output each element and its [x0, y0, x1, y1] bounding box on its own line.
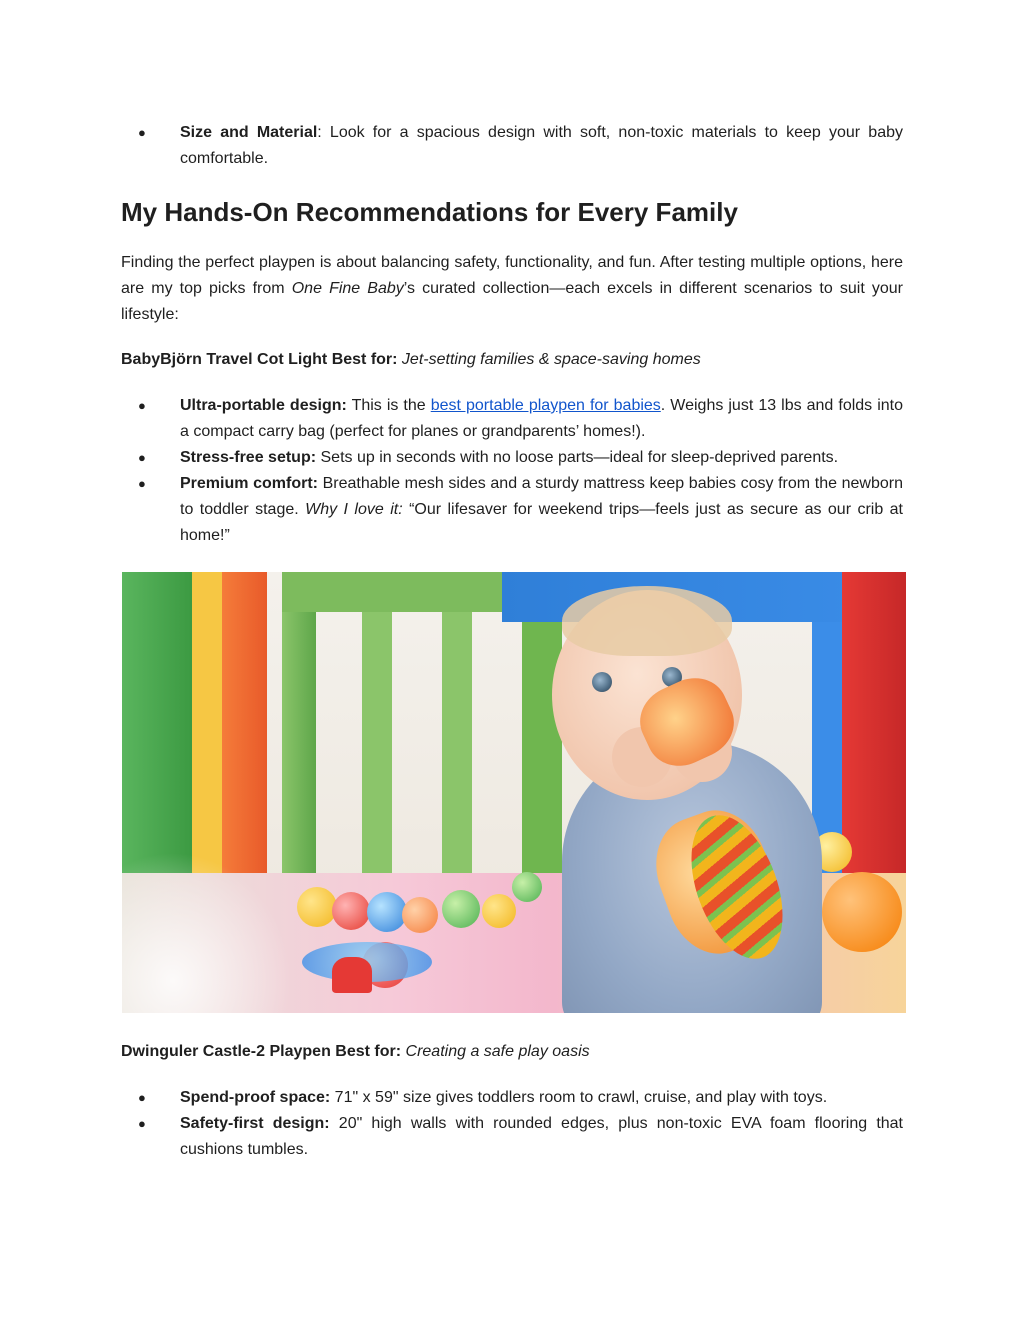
ball-icon	[822, 872, 902, 952]
playpen-bar	[362, 612, 392, 892]
bullet-text: This is the	[346, 397, 431, 414]
bullet-text: Breathable mesh sides and a sturdy mattress keep babies cosy from the newborn to toddler stage.	[180, 475, 904, 518]
intro-bullet-list	[121, 120, 903, 172]
bullet-icon: ●	[138, 450, 146, 465]
bullet-text: 20" high walls with rounded edges, plus non-toxic EVA foam flooring that cushions tumbles.	[180, 1115, 904, 1158]
product1-bullet-list	[121, 393, 903, 549]
bullet-icon: ●	[138, 398, 146, 413]
product1-subhead	[121, 347, 903, 373]
product2-bullet-list	[121, 1085, 903, 1163]
intro-text-end: ’s curated collection—each excels in different scenarios to suit your lifestyle:	[121, 280, 903, 323]
bullet-label: Size and Material	[180, 124, 318, 141]
product1-best-for: Jet-setting families & space-saving homes	[401, 351, 701, 368]
ball-icon	[332, 892, 370, 930]
product1-name: BabyBjörn Travel Cot Light Best for:	[121, 351, 398, 368]
bullet-text: Sets up in seconds with no loose parts—ideal for sleep-deprived parents.	[316, 449, 839, 466]
list-item	[121, 1085, 903, 1111]
bullet-label: Spend-proof space:	[180, 1089, 331, 1106]
playpen-bar	[282, 572, 316, 892]
list-item	[121, 471, 903, 549]
baby-playpen-photo	[122, 572, 906, 1013]
list-item	[121, 120, 903, 172]
toy-block	[332, 957, 372, 993]
ball-icon	[442, 890, 480, 928]
playpen-bar	[282, 572, 532, 612]
ball-icon	[297, 887, 337, 927]
intro-paragraph	[121, 250, 903, 328]
bullet-label: Stress-free setup:	[180, 449, 317, 466]
baby-hair	[562, 586, 732, 656]
bullet-label: Premium comfort:	[180, 475, 318, 492]
playpen-bar	[192, 572, 222, 892]
intro-text-start: Finding the perfect playpen is about balancing safety, functionality, and fun. After testing multiple options, here are my top picks from	[121, 254, 903, 297]
list-item	[121, 445, 903, 471]
ball-icon	[482, 894, 516, 928]
product2-best-for: Creating a safe play oasis	[405, 1043, 590, 1060]
portable-playpen-link[interactable]: best portable playpen for babies	[430, 397, 661, 414]
eye-icon	[592, 672, 612, 692]
brand-name: One Fine Baby	[291, 280, 404, 297]
playpen-bar	[442, 612, 472, 892]
ball-icon	[367, 892, 407, 932]
light-haze	[122, 852, 292, 1013]
testimonial-quote: “Our lifesaver for weekend trips—feels just as secure as our crib at home!”	[180, 501, 904, 544]
playpen-bar	[122, 572, 192, 892]
product2-name: Dwinguler Castle-2 Playpen Best for:	[121, 1043, 402, 1060]
bullet-icon: ●	[138, 1116, 146, 1131]
bullet-icon: ●	[138, 476, 146, 491]
bullet-icon: ●	[138, 125, 146, 140]
bullet-text: : Look for a spacious design with soft, non-toxic materials to keep your baby comfortable.	[180, 124, 904, 167]
list-item	[121, 1111, 903, 1163]
bullet-label: Ultra-portable design:	[180, 397, 347, 414]
bullet-icon: ●	[138, 1090, 146, 1105]
why-label: Why I love it:	[305, 501, 403, 518]
ball-icon	[402, 897, 438, 933]
list-item	[121, 393, 903, 445]
section-heading: My Hands-On Recommendations for Every Family	[121, 197, 738, 227]
ball-icon	[512, 872, 542, 902]
bullet-text: 71" x 59" size gives toddlers room to crawl, cruise, and play with toys.	[330, 1089, 828, 1106]
product2-subhead	[121, 1039, 903, 1065]
bullet-label: Safety-first design:	[180, 1115, 330, 1132]
bullet-text: . Weighs just 13 lbs and folds into a compact carry bag (perfect for planes or grandparents’ homes!).	[180, 397, 904, 440]
